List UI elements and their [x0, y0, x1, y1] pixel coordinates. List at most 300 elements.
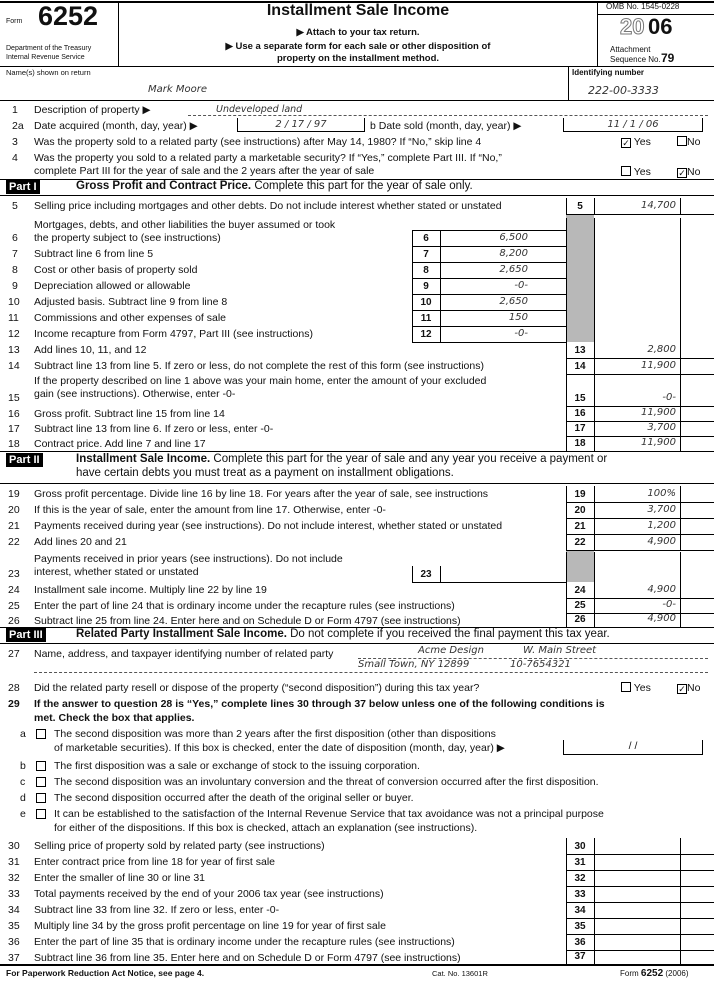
line-number: 14 [8, 360, 20, 372]
line-number: 1 [12, 104, 18, 116]
divider [566, 902, 714, 903]
date-sold-value: 11 / 1 / 06 [607, 119, 659, 130]
related-party-city: Small Town, NY 12899 [358, 659, 470, 670]
part-2-subtitle-2: have certain debts you must treat as a payment on installment obligations. [76, 467, 454, 479]
divider [594, 326, 595, 342]
checkbox-no[interactable]: ✓ [678, 168, 686, 178]
divider [594, 613, 595, 627]
divider [412, 582, 566, 583]
line-36-label: Enter the part of line 35 that is ordinary income under the recapture rules (see instructions) [34, 936, 455, 948]
divider [440, 294, 441, 310]
line-27-label: Name, address, and taxpayer identifying number of related party [34, 648, 334, 660]
divider [566, 552, 567, 582]
divider [680, 198, 681, 214]
part-2-title: Installment Sale Income. [76, 453, 211, 465]
divider [680, 613, 681, 627]
line-14-label: Subtract line 13 from line 5. If zero or less, do not complete the rest of this form (see instructions) [34, 360, 484, 372]
condition-e-text: It can be established to the satisfaction of the Internal Revenue Service that tax avoidance was not a principal purpose [54, 808, 604, 820]
line-number: 23 [8, 568, 20, 580]
divider [566, 627, 714, 628]
line-29-text: If the answer to question 28 is “Yes,” complete lines 30 through 37 below unless one of the following conditions is [34, 698, 605, 710]
box-number: 7 [423, 249, 429, 260]
divider [412, 342, 566, 343]
divider [594, 950, 595, 964]
form-label: Form [6, 18, 23, 25]
line-number: 31 [8, 856, 20, 868]
amount-value: 3,700 [647, 422, 676, 433]
line-7-label: Subtract line 6 from line 5 [34, 248, 154, 260]
divider [566, 214, 714, 215]
part-2-label: Part II [6, 453, 43, 467]
box-number: 11 [420, 313, 432, 324]
divider [680, 326, 681, 342]
form-title: Installment Sale Income [266, 2, 450, 19]
amount-value: 4,900 [647, 536, 676, 547]
divider [566, 218, 567, 246]
name-label: Name(s) shown on return [6, 68, 91, 77]
part-1-title: Gross Profit and Contract Price. [76, 180, 252, 192]
amount-value: -0- [662, 392, 676, 403]
line-number: 35 [8, 920, 20, 932]
line-16-label: Gross profit. Subtract line 15 from line 14 [34, 408, 225, 420]
shaded-area [566, 550, 594, 582]
condition-a-checkbox[interactable] [36, 729, 46, 739]
line-18-label: Contract price. Add line 7 and line 17 [34, 438, 206, 450]
divider [0, 483, 714, 484]
line-3-yes[interactable] [621, 136, 651, 148]
line-34-amount[interactable] [596, 904, 676, 917]
line-22-amount[interactable] [596, 536, 676, 549]
line-28-no[interactable] [677, 682, 700, 694]
amount-value: 11,900 [641, 437, 676, 448]
disposition-date-value: / / [628, 740, 638, 752]
divider [594, 294, 595, 310]
box-number: 32 [574, 873, 586, 884]
line-9-label: Depreciation allowed or allowable [34, 280, 191, 292]
box-number: 6 [423, 233, 429, 244]
condition-c-text: The second disposition was an involuntary conversion and the threat of conversion occurred after the first disposition. [54, 776, 599, 788]
line-8-label: Cost or other basis of property sold [34, 264, 198, 276]
line-26-amount[interactable] [596, 613, 676, 626]
sequence-label: Sequence No. [610, 55, 661, 64]
omb-number: OMB No. 1545-0228 [606, 2, 680, 11]
divider [440, 566, 441, 582]
condition-letter: c [20, 776, 26, 788]
name-field[interactable]: Mark Moore [148, 84, 207, 95]
line-33-amount[interactable] [596, 888, 676, 901]
line-28-yes[interactable] [621, 682, 651, 694]
line-number: 18 [8, 438, 20, 450]
divider [594, 886, 595, 902]
checkbox-no[interactable] [677, 136, 687, 146]
divider [680, 886, 681, 902]
divider [566, 294, 567, 310]
part-3-subtitle: Do not complete if you received the final payment this tax year. [290, 628, 610, 640]
line-17-label: Subtract line 13 from line 6. If zero or less, enter -0- [34, 423, 274, 435]
footer-form [620, 968, 689, 979]
divider [566, 918, 714, 919]
divider [566, 550, 714, 551]
box-number: 34 [574, 905, 586, 916]
line-19-label: Gross profit percentage. Divide line 16 by line 18. For years after the year of sale, see instructions [34, 488, 489, 500]
box-number: 14 [574, 361, 586, 372]
line-number: 17 [8, 423, 20, 435]
line-number: 7 [12, 248, 18, 260]
date-acquired-field[interactable] [237, 118, 365, 132]
line-6-label-2: the property subject to (see instructions) [34, 232, 221, 244]
divider [594, 502, 595, 518]
divider [412, 246, 566, 247]
divider [680, 870, 681, 886]
divider [680, 534, 681, 550]
line-number: 6 [12, 232, 18, 244]
divider [594, 582, 595, 598]
part-2-subtitle: Complete this part for the year of sale and any year you receive a payment or [213, 453, 608, 465]
line-36-amount[interactable] [596, 936, 676, 949]
line-number: 2a [12, 120, 24, 132]
part-1-label: Part I [6, 180, 40, 194]
divider [566, 310, 567, 326]
divider [440, 310, 441, 326]
related-party-street: W. Main Street [523, 645, 597, 656]
part-1-header [76, 180, 473, 192]
related-party-name: Acme Design [418, 645, 484, 656]
id-field[interactable]: 222-00-3333 [588, 84, 659, 97]
divider [566, 534, 714, 535]
amount-value: 11,900 [641, 407, 676, 418]
divider [597, 2, 598, 66]
disposition-date-field[interactable] [563, 740, 703, 755]
box-number: 18 [574, 438, 586, 449]
line-31-amount[interactable] [596, 856, 676, 869]
divider [680, 262, 681, 278]
line-21-amount[interactable] [596, 520, 676, 533]
divider [680, 502, 681, 518]
amount-value: 100% [647, 488, 676, 499]
line-3-no[interactable] [677, 136, 700, 148]
divider [412, 326, 566, 327]
amount-value: 3,700 [647, 504, 676, 515]
line-34-label: Subtract line 33 from line 32. If zero or less, enter -0- [34, 904, 280, 916]
no-label: No [687, 136, 701, 148]
line-number: 16 [8, 408, 20, 420]
yes-label: Yes [633, 136, 651, 148]
divider [680, 918, 681, 934]
instruction-separate-2: property on the installment method. [276, 53, 440, 64]
instruction-attach: ▶ Attach to your tax return. [296, 27, 420, 38]
line-5-label: Selling price including mortgages and other debts. Do not include interest whether stated or unstated [34, 200, 502, 212]
line-13-amount[interactable] [596, 344, 676, 357]
divider [566, 326, 567, 342]
divider [680, 421, 681, 436]
divider [594, 552, 595, 582]
box-number: 20 [574, 505, 586, 516]
condition-letter: b [20, 760, 26, 772]
divider [412, 310, 566, 311]
footer-year: (2006) [665, 969, 689, 978]
line-number: 28 [8, 682, 20, 694]
line-number: 37 [8, 952, 20, 964]
line-10-label: Adjusted basis. Subtract line 9 from line 8 [34, 296, 228, 308]
divider [440, 326, 441, 342]
line-37-amount[interactable] [596, 950, 676, 963]
amount-value: -0- [514, 328, 528, 339]
box-number: 19 [574, 489, 586, 500]
divider [594, 358, 595, 374]
divider [594, 486, 595, 502]
related-party-tin: 10-7654321 [510, 659, 571, 670]
line-13-label: Add lines 10, 11, and 12 [34, 344, 147, 356]
date-sold-field[interactable] [563, 118, 703, 132]
part-2-header [76, 453, 607, 465]
box-number: 35 [574, 921, 586, 932]
line-3-label: Was the property sold to a related party (see instructions) after May 14, 1980? If “No,” skip line 4 [34, 136, 482, 148]
divider [680, 342, 681, 358]
divider [680, 358, 681, 374]
divider [680, 598, 681, 613]
year-outline: 20 [620, 14, 645, 39]
part-3-header [76, 628, 610, 640]
amount-value: 2,650 [499, 296, 528, 307]
line-number: 36 [8, 936, 20, 948]
divider [566, 278, 567, 294]
line-37-label: Subtract line 36 from line 35. Enter here and on Schedule D or Form 4797 (see instructions) [34, 952, 461, 964]
line-number: 25 [8, 600, 20, 612]
form-number: 6252 [38, 1, 99, 31]
line-number: 3 [12, 136, 18, 148]
condition-d-checkbox[interactable] [36, 793, 46, 803]
divider [594, 406, 595, 421]
divider [594, 310, 595, 326]
divider [594, 598, 595, 613]
line-number: 29 [8, 698, 20, 710]
checkbox-yes[interactable] [621, 682, 631, 692]
yes-label: Yes [633, 166, 651, 178]
divider [594, 278, 595, 294]
divider [440, 262, 441, 278]
box-number: 37 [574, 951, 586, 962]
divider [566, 262, 567, 278]
amount-value: 2,800 [647, 344, 676, 355]
amount-value: 4,900 [647, 584, 676, 595]
divider [594, 518, 595, 534]
irs-label: Internal Revenue Service [6, 54, 85, 61]
line-number: 21 [8, 520, 20, 532]
divider [0, 643, 714, 644]
line-24-label: Installment sale income. Multiply line 22 by line 19 [34, 584, 267, 596]
amount-value: 150 [508, 312, 528, 323]
line-4-label-2: complete Part III for the year of sale and the 2 years after the year of sale [34, 165, 375, 177]
line-number: 19 [8, 488, 20, 500]
line-20-label: If this is the year of sale, enter the amount from line 17. Otherwise, enter -0- [34, 504, 386, 516]
line-4-label: Was the property you sold to a related party a marketable security? If “Yes,” complete Part III. If “No,” [34, 152, 502, 164]
line-28-label: Did the related party resell or dispose of the property (“second disposition”) during this tax year? [34, 682, 480, 694]
box-number: 15 [574, 393, 586, 404]
line-30-label: Selling price of property sold by related party (see instructions) [34, 840, 325, 852]
property-description-field[interactable] [188, 103, 708, 116]
no-label: No [687, 166, 701, 178]
box-number: 25 [574, 600, 586, 611]
box-number: 21 [574, 521, 586, 532]
checkbox-yes[interactable]: ✓ [622, 138, 630, 148]
line-number: 32 [8, 872, 20, 884]
condition-b-checkbox[interactable] [36, 761, 46, 771]
line-number: 26 [8, 615, 20, 627]
line-18-amount[interactable] [596, 437, 676, 450]
property-description-value: Undeveloped land [216, 104, 303, 115]
line-30-amount[interactable] [596, 840, 676, 853]
line-6-label: Mortgages, debts, and other liabilities the buyer assumed or took [34, 219, 336, 231]
line-number: 27 [8, 648, 20, 660]
line-2b-label: b Date sold (month, day, year) ▶ [370, 120, 522, 132]
line-number: 33 [8, 888, 20, 900]
line-19-amount[interactable] [596, 488, 676, 501]
divider [566, 246, 567, 262]
box-number: 24 [574, 585, 586, 596]
divider [680, 406, 681, 421]
box-number: 9 [423, 281, 429, 292]
divider [594, 421, 595, 436]
line-16-amount[interactable] [596, 407, 676, 420]
yes-label: Yes [633, 682, 651, 694]
amount-value: -0- [662, 599, 676, 610]
divider [566, 358, 714, 359]
divider [566, 374, 714, 375]
divider [594, 870, 595, 886]
divider [680, 218, 681, 246]
line-25-label: Enter the part of line 24 that is ordinary income under the recapture rules (see instructions) [34, 600, 455, 612]
divider [566, 854, 714, 855]
divider [594, 246, 595, 262]
dept-label: Department of the Treasury [6, 45, 92, 52]
amount-value: 14,700 [641, 200, 676, 211]
line-21-label: Payments received during year (see instructions). Do not include interest, whether stated or unstated [34, 520, 503, 532]
divider [680, 278, 681, 294]
footer-form-number: 6252 [640, 968, 664, 979]
divider [412, 278, 566, 279]
divider [680, 582, 681, 598]
condition-letter: e [20, 808, 26, 820]
related-party-field-1[interactable] [358, 645, 708, 659]
related-party-field-2[interactable] [34, 659, 708, 673]
divider [412, 294, 566, 295]
line-6-amount[interactable] [442, 232, 528, 245]
line-4-yes[interactable] [621, 166, 651, 178]
checkbox-no[interactable]: ✓ [678, 684, 686, 694]
line-number: 34 [8, 904, 20, 916]
footer-form-label: Form [620, 969, 639, 978]
condition-e-text-2: for either of the dispositions. If this box is checked, attach an explanation (see instructions). [54, 822, 478, 834]
box-number: 22 [574, 537, 586, 548]
paperwork-notice: For Paperwork Reduction Act Notice, see page 4. [6, 968, 205, 978]
bottom-rule [0, 964, 714, 966]
divider [680, 552, 681, 582]
divider [680, 950, 681, 964]
line-14-amount[interactable] [596, 360, 676, 373]
date-acquired-value: 2 / 17 / 97 [275, 119, 327, 130]
year-bold: 06 [648, 14, 673, 39]
line-8-amount[interactable] [442, 264, 528, 277]
box-number: 31 [574, 857, 586, 868]
line-32-amount[interactable] [596, 872, 676, 885]
line-number: 22 [8, 536, 20, 548]
line-2a-label: Date acquired (month, day, year) ▶ [34, 120, 198, 132]
divider [680, 934, 681, 950]
divider [680, 486, 681, 502]
line-7-amount[interactable] [442, 248, 528, 261]
instruction-separate: ▶ Use a separate form for each sale or other disposition of [225, 41, 491, 52]
checkbox-yes[interactable] [621, 166, 631, 176]
line-23-label-2: interest, whether stated or unstated [34, 566, 199, 578]
box-number: 30 [574, 841, 586, 852]
box-number: 23 [420, 569, 432, 580]
divider [594, 918, 595, 934]
line-15-label: If the property described on line 1 above was your main home, enter the amount of your excluded [34, 375, 487, 387]
divider [566, 886, 714, 887]
line-25-amount[interactable] [596, 599, 676, 612]
line-number: 4 [12, 152, 18, 164]
divider [680, 436, 681, 451]
line-5-amount[interactable] [596, 200, 676, 213]
line-22-label: Add lines 20 and 21 [34, 536, 127, 548]
divider [680, 246, 681, 262]
divider [0, 66, 714, 67]
divider [680, 838, 681, 854]
divider [680, 294, 681, 310]
sequence-number: 79 [661, 51, 675, 65]
line-20-amount[interactable] [596, 504, 676, 517]
divider [566, 934, 714, 935]
line-12-amount[interactable] [442, 328, 528, 341]
line-9-amount[interactable] [442, 280, 528, 293]
box-number: 8 [423, 265, 429, 276]
amount-value: 1,200 [647, 520, 676, 531]
id-label: Identifying number [572, 68, 644, 77]
divider [566, 870, 714, 871]
line-17-amount[interactable] [596, 422, 676, 435]
divider [594, 934, 595, 950]
box-number: 12 [420, 329, 432, 340]
line-10-amount[interactable] [442, 296, 528, 309]
line-35-label: Multiply line 34 by the gross profit percentage on line 19 for year of first sale [34, 920, 386, 932]
divider [440, 246, 441, 262]
part-1-subtitle: Complete this part for the year of sale only. [254, 180, 473, 192]
line-15-amount[interactable] [596, 392, 676, 405]
condition-d-text: The second disposition occurred after the death of the original seller or buyer. [54, 792, 414, 804]
line-number: 8 [12, 264, 18, 276]
line-24-amount[interactable] [596, 584, 676, 597]
line-11-amount[interactable] [442, 312, 528, 325]
line-number: 15 [8, 392, 20, 404]
box-number: 16 [574, 408, 586, 419]
condition-c-checkbox[interactable] [36, 777, 46, 787]
box-number: 10 [420, 297, 432, 308]
line-29-text-2: met. Check the box that applies. [34, 712, 195, 724]
line-32-label: Enter the smaller of line 30 or line 31 [34, 872, 206, 884]
line-number: 24 [8, 584, 20, 596]
condition-e-checkbox[interactable] [36, 809, 46, 819]
line-11-label: Commissions and other expenses of sale [34, 312, 227, 324]
line-23-amount[interactable] [442, 568, 528, 581]
line-number: 5 [12, 200, 18, 212]
part-3-title: Related Party Installment Sale Income. [76, 628, 287, 640]
divider [594, 534, 595, 550]
line-number: 9 [12, 280, 18, 292]
box-number: 5 [577, 201, 583, 212]
line-35-amount[interactable] [596, 920, 676, 933]
line-15-label-2: gain (see instructions). Otherwise, enter -0- [34, 388, 236, 400]
line-4-no[interactable] [677, 166, 700, 178]
